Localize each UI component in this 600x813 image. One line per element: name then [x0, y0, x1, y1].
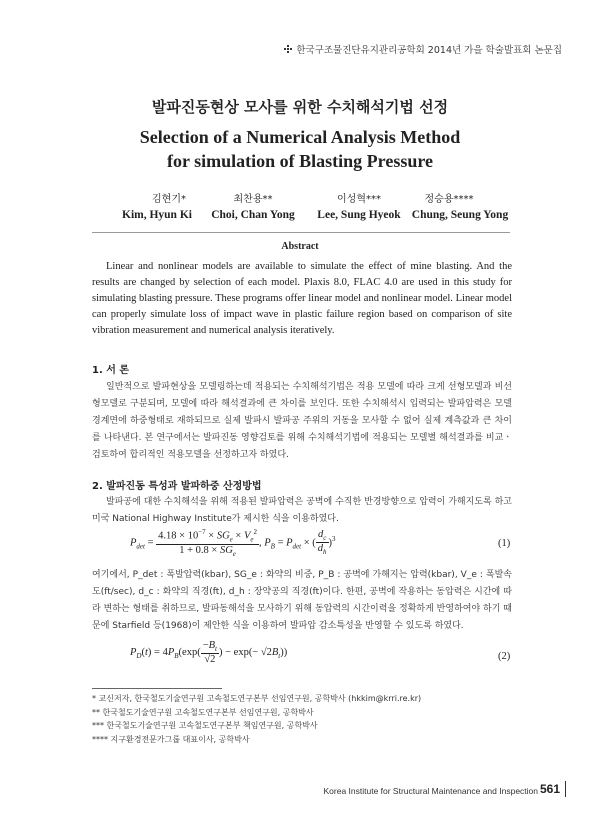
- author-en-3: Lee, Sung Hyeok: [317, 209, 401, 221]
- author-ko-4: 정승용****: [424, 194, 474, 205]
- equation-2: $P_D(t) = 4P_B(\exp$( $\frac{-B_t}{√2}$ ) − $\exp(- √2B_t)$): [130, 640, 288, 666]
- footnote-1: * 교신저자, 한국철도기술연구원 고속철도연구본부 선임연구원, 공학박사 (hkkim@krri.re.kr): [92, 694, 422, 703]
- author-en-4: Chung, Seung Yong: [411, 209, 509, 221]
- footnote-3: *** 한국철도기술연구원 고속철도연구본부 책임연구원, 공학박사: [92, 721, 318, 730]
- footer-text: Korea Institute for Structural Maintenance and Inspection: [323, 786, 538, 796]
- section-1-text: 일반적으로 발파현상을 모델링하는데 적용되는 수치해석기법은 적용 모델에 따라 크게 선형모델과 비선형모델로 구분되며, 모델에 따라 해석결과에 큰 차이를 보인다. 또한 수치해석시 입력되는 발파압력은 모델경계면에 하중형태로 재하되므로 실제 발파시 발파공 주위의 거동을 모사할 수 없어 실제 계측값과 큰 차이를 나타낸다. 본 연구에서는 발파진동 영향검토를 위해 수치해석기법에 적용되는 모델별 해석결과를 비교ㆍ검토하여 합리적인 적용모델을 선정하고자 하였다.: [92, 382, 512, 460]
- page-number-bar: [565, 781, 566, 797]
- title-english-line1: Selection of a Numerical Analysis Method: [139, 127, 461, 147]
- equation-1-number: (1): [498, 538, 511, 549]
- footnote-divider: [92, 688, 222, 689]
- title-korean: 발파진동현상 모사를 위한 수치해석기법 선정: [151, 98, 449, 116]
- section-2-heading: 2. 발파진동 특성과 발파하중 산정방법: [92, 481, 262, 492]
- equation-2-number: (2): [498, 651, 511, 662]
- section-2-intro: 발파공에 대한 수치해석을 위해 적용된 발파압력은 공벽에 수직한 반경방향으로 압력이 가해지도록 하고 미국 National Highway Institute가 제시한 식을 이용하였다.: [92, 497, 512, 524]
- footnote-4: **** 지구환경전문가그룹 대표이사, 공학박사: [92, 734, 250, 744]
- author-ko-3: 이성혁***: [337, 194, 381, 205]
- author-en-2: Choi, Chan Yong: [211, 209, 295, 221]
- header-text: 한국구조물진단유지관리공학회 2014년 가을 학술발표회 논문집: [296, 45, 562, 56]
- author-ko-2: 최찬용**: [233, 194, 273, 205]
- abstract-heading: Abstract: [281, 241, 319, 252]
- section-1-heading: 1. 서 론: [92, 365, 130, 376]
- footnote-2: ** 한국철도기술연구원 고속철도연구본부 선임연구원, 공학박사: [92, 707, 314, 717]
- page-number: 561: [539, 782, 560, 796]
- equation-1: $P_{det}$ = $\frac{4.18 \times 10^{-7} \times SG_e \times V_e^2}{1 + 0.8 \times SG_e}$ , $P_B = P_{det}$ × ( $\frac{d_c}{d_h}$ )$^3$: [130, 528, 336, 558]
- author-en-1: Kim, Hyun Ki: [122, 209, 192, 221]
- author-ko-1: 김현기*: [152, 194, 186, 205]
- title-english-line2: for simulation of Blasting Pressure: [166, 151, 433, 171]
- abstract-text: Linear and nonlinear models are available to simulate the effect of mine blasting. And the results are changed by selection of each model. Plaxis 8.0, FLAC 4.0 are used in this study for simulating blasting pressure. These programs offer linear model and nonlinear model. Linear model can properly simulate loss of impact wave in plastic failure region based on comparison of site vibration measurement and numerical analysis iteratively.: [92, 261, 512, 336]
- running-header: [284, 42, 562, 56]
- footnotes: [92, 692, 532, 746]
- section-2-explanation: 여기에서, P_det : 폭발압력(kbar), SG_e : 화약의 비중, P_B : 공벽에 가해지는 압력(kbar), V_e : 폭발속도(ft/sec), d_c : 화약의 직경(ft), d_h : 장약공의 직경(ft)이다. 한편, 공벽에 작용하는 동압력은 시간에 따라 변하는 형태를 취하므로, 발파동해석을 모사하기 위해 동압력의 시간이력을 정확하게 반영하여야 하기 때문에 Starfield 등(1968)이 제안한 식을 이용하여 발파압 감소특성을 반영할 수 있도록 하였다.: [92, 570, 512, 631]
- divider: [92, 232, 510, 233]
- ornament-icon: [284, 45, 293, 54]
